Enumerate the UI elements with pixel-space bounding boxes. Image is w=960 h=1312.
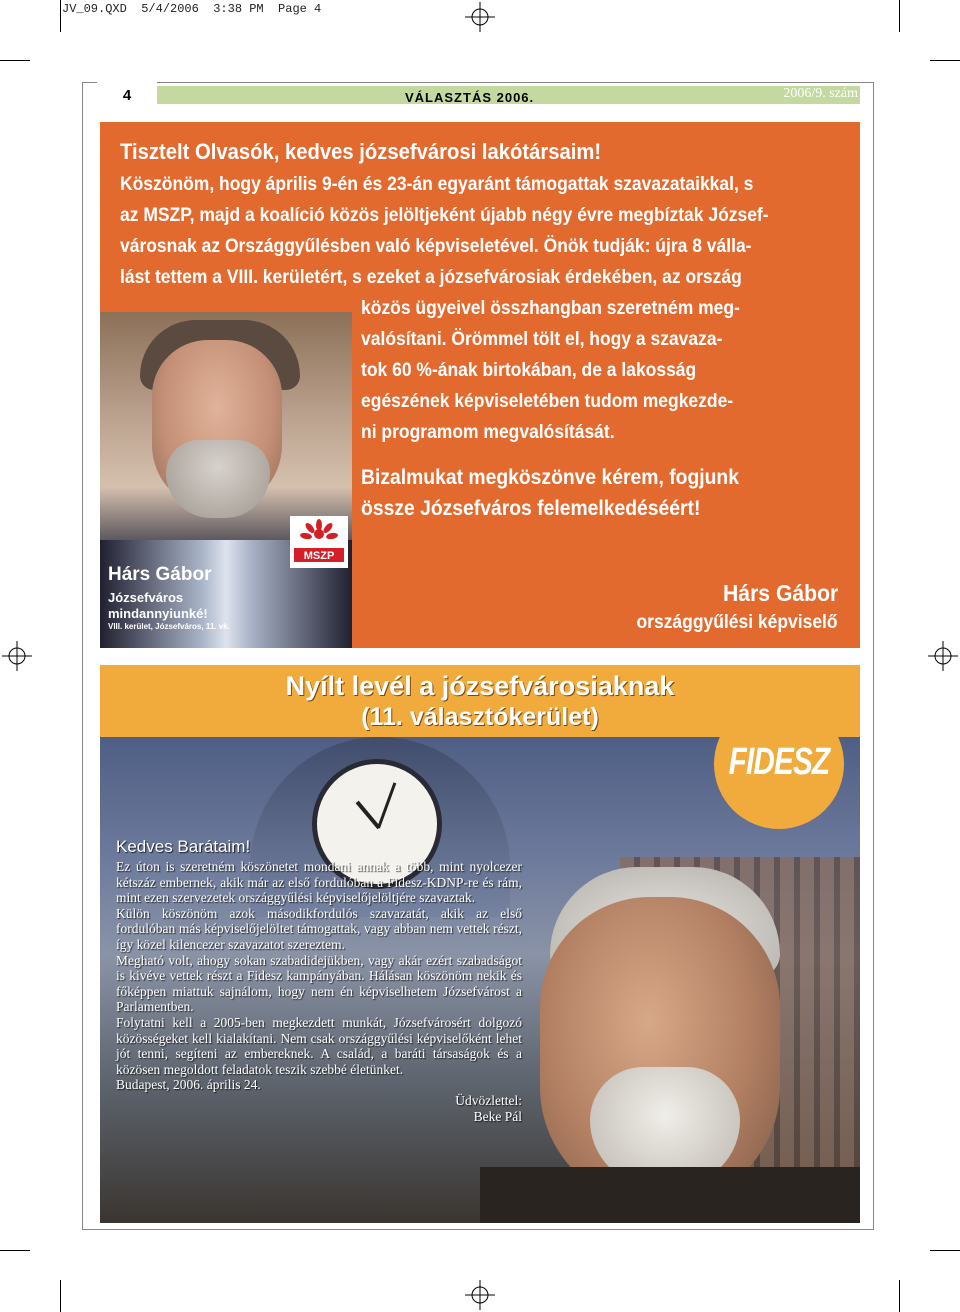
letter-paragraph: Külön köszönöm azok másodikfordulós szavazatát, akik az első fordulóban más képviselőjelöltet támogattak, vagy abban nem vettek részt, így közel kilencezer szavazatot szereztem. — [116, 905, 522, 952]
issue-number: 2006/9. szám — [783, 86, 858, 101]
letter-text — [116, 837, 522, 1124]
crop-mark — [930, 1250, 960, 1251]
headline-line: Nyílt levél a józsefvárosiaknak — [285, 671, 675, 701]
registration-mark-icon — [2, 641, 32, 671]
crop-mark — [899, 1280, 900, 1312]
mszp-body-line: Köszönöm, hogy április 9-én és 23-án egyaránt támogattak szavazataikkal, s — [120, 174, 754, 195]
candidate-district: VIII. kerület, Józsefváros, 11. vk. — [108, 622, 230, 631]
mszp-plea-line: Bizalmukat megköszönve kérem, fogjunk — [361, 466, 739, 489]
crop-mark — [930, 60, 960, 61]
crop-mark — [0, 1250, 30, 1251]
candidate-name-caption: Hárs Gábor — [108, 564, 212, 585]
open-letter-headline — [100, 665, 860, 737]
signature-name: Hárs Gábor — [722, 580, 838, 606]
letter-paragraph: Ez úton is szeretném köszönetet mondani annak a több, mint nyolcezer kétszáz embernek, akik már az első fordulóban a Fidesz-KDNP-re és rám, mint ezen szervezetek országgyűlési képviselőjelöltjére szavaztak. — [116, 859, 522, 906]
clock-hand — [377, 782, 396, 828]
mszp-advertisement — [100, 122, 860, 648]
crop-mark — [60, 0, 61, 32]
photo-detail — [480, 1167, 860, 1223]
signature-title: országgyűlési képviselő — [636, 612, 838, 633]
mszp-body-line: lást tettem a VIII. kerületért, s ezeket a józsefvárosiak érdekében, az ország — [120, 267, 742, 288]
mszp-letter-text — [120, 136, 792, 524]
letter-closing: Üdvözlettel: — [455, 1092, 522, 1108]
mszp-body-line: közös ügyeivel összhangban szeretném meg- — [361, 298, 740, 319]
crop-mark — [60, 1280, 61, 1312]
page-number: 4 — [97, 82, 157, 108]
registration-mark-icon — [465, 2, 495, 32]
letter-paragraph: Folytatni kell a 2005-ben megkezdett munkát, Józsefvárosért dolgozó közösségeket kell kialakítani. Nem csak országgyűlési képviselőként lehet jót tenni, segíteni az embereknek. A család, a baráti társaságok és a közösen megoldott feladatok teszik szebbé életünket. — [116, 1014, 522, 1077]
mszp-body-line: tok 60 %-ának birtokában, de a lakosság — [361, 360, 697, 381]
mszp-plea — [361, 462, 792, 524]
letter-signature: Beke Pál — [473, 1108, 522, 1124]
letter-date: Budapest, 2006. április 24. — [116, 1077, 261, 1093]
fidesz-logo-text: FIDESZ — [728, 741, 830, 783]
crop-mark — [899, 0, 900, 32]
headline-line: (11. választókerület) — [361, 703, 599, 731]
letter-paragraph: Megható volt, ahogy sokan szabadidejükben, vagy akár ezért szabadságot is kivéve vettek részt a Fidesz kampányában. Hálásan köszönöm nekik és főképpen miattuk sajnálom, hogy nem én képviselhetem Józsefvárost a Parlamentben. — [116, 952, 522, 1015]
registration-mark-icon — [465, 1280, 495, 1310]
mszp-body-line: az MSZP, majd a koalíció közös jelöltjeként újabb négy évre megbíztak József- — [120, 205, 769, 226]
printer-slug: JV_09.QXD 5/4/2006 3:38 PM Page 4 — [62, 2, 322, 16]
mszp-logo-icon — [290, 516, 348, 568]
letter-greeting: Kedves Barátaim! — [116, 837, 251, 856]
mszp-body-line: ni programom megvalósítását. — [361, 422, 615, 443]
registration-mark-icon — [928, 641, 958, 671]
mszp-plea-line: össze Józsefváros felemelkedéséért! — [361, 497, 701, 520]
mszp-headline: Tisztelt Olvasók, kedves józsefvárosi lakótársaim! — [120, 139, 602, 164]
mszp-body-line: valósítani. Örömmel tölt el, hogy a szavaza- — [361, 329, 723, 350]
candidate-slogan: Józsefváros mindannyiunké! — [108, 590, 208, 621]
header-title: VÁLASZTÁS 2006. — [405, 90, 535, 105]
crop-mark — [0, 60, 30, 61]
mszp-body-line: egészének képviseletében tudom megkezde- — [361, 391, 734, 412]
mszp-body-line: városnak az Országgyűlésben való képviseletével. Önök tudják: újra 8 válla- — [120, 236, 752, 257]
fidesz-logo-icon — [714, 737, 844, 829]
fidesz-letter-block — [100, 737, 860, 1223]
mszp-logo-text: MSZP — [303, 550, 335, 562]
